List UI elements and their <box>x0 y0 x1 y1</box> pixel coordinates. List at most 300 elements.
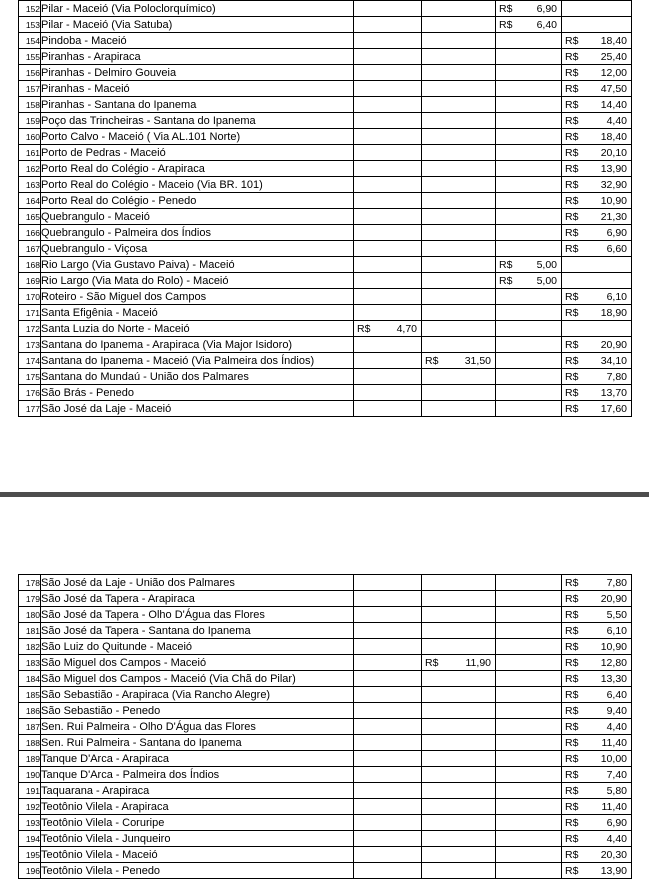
fare-value: 17,60 <box>600 402 627 415</box>
fare-cell-a <box>354 49 422 65</box>
route-description: São José da Tapera - Arapiraca <box>41 591 354 607</box>
route-description: Piranhas - Delmiro Gouveia <box>41 65 354 81</box>
fare-cell-c <box>496 273 562 289</box>
table-row <box>19 209 632 225</box>
fare-cell-c <box>496 49 562 65</box>
fare-value: 13,90 <box>600 864 627 877</box>
route-description: Porto Real do Colégio - Penedo <box>41 193 354 209</box>
fare-value: 11,40 <box>601 800 627 813</box>
fare-cell-d <box>562 751 632 767</box>
currency-symbol: R$ <box>565 242 579 255</box>
fare-value: 10,90 <box>600 640 627 653</box>
route-description: São Miguel dos Campos - Maceió (Via Chã do Pilar) <box>41 671 354 687</box>
fare-cell-a <box>354 831 422 847</box>
currency-symbol: R$ <box>357 322 371 335</box>
fare-cell-a <box>354 607 422 623</box>
table-row <box>19 129 632 145</box>
fare-cell-b <box>422 33 496 49</box>
fare-cell-c <box>496 225 562 241</box>
route-description: Teotônio Vilela - Junqueiro <box>41 831 354 847</box>
route-description: São José da Tapera - Olho D'Água das Flores <box>41 607 354 623</box>
fare-value: 20,10 <box>600 146 627 159</box>
fare-cell-d <box>562 321 632 337</box>
fare-cell-d <box>562 1 632 17</box>
table-row <box>19 81 632 97</box>
fare-cell-d <box>562 687 632 703</box>
row-number: 173 <box>19 337 41 353</box>
fare-cell-d <box>562 65 632 81</box>
fare-cell-c <box>496 257 562 273</box>
fare-value: 12,00 <box>600 66 627 79</box>
currency-symbol: R$ <box>565 576 579 589</box>
fare-cell-a <box>354 33 422 49</box>
fare-cell-b <box>422 847 496 863</box>
fare-cell-a <box>354 703 422 719</box>
table-row <box>19 289 632 305</box>
fare-cell-a <box>354 815 422 831</box>
fare-cell-d <box>562 671 632 687</box>
route-description: Santana do Ipanema - Maceió (Via Palmeira dos Índios) <box>41 353 354 369</box>
fare-cell-d <box>562 719 632 735</box>
fare-cell-c <box>496 1 562 17</box>
currency-symbol: R$ <box>565 704 579 717</box>
fare-cell-a <box>354 353 422 369</box>
route-description: Quebrangulo - Viçosa <box>41 241 354 257</box>
fare-cell-a <box>354 719 422 735</box>
fare-value: 6,90 <box>606 226 627 239</box>
table-row <box>19 65 632 81</box>
fare-cell-d <box>562 863 632 879</box>
fare-cell-a <box>354 321 422 337</box>
table-row <box>19 799 632 815</box>
fare-cell-d <box>562 639 632 655</box>
route-description: Tanque D'Arca - Arapiraca <box>41 751 354 767</box>
fare-cell-c <box>496 129 562 145</box>
fare-cell-d <box>562 703 632 719</box>
table-row <box>19 815 632 831</box>
row-number: 162 <box>19 161 41 177</box>
fare-cell-d <box>562 193 632 209</box>
fare-value: 6,60 <box>606 242 627 255</box>
fare-value: 47,50 <box>600 82 627 95</box>
fare-value: 5,80 <box>606 784 627 797</box>
fare-cell-b <box>422 209 496 225</box>
table-row <box>19 337 632 353</box>
row-number: 160 <box>19 129 41 145</box>
currency-symbol: R$ <box>565 114 579 127</box>
fare-cell-d <box>562 209 632 225</box>
fare-cell-a <box>354 225 422 241</box>
fare-cell-c <box>496 401 562 417</box>
table-row <box>19 671 632 687</box>
row-number: 165 <box>19 209 41 225</box>
row-number: 171 <box>19 305 41 321</box>
fare-cell-c <box>496 305 562 321</box>
currency-symbol: R$ <box>565 688 579 701</box>
fare-cell-c <box>496 863 562 879</box>
fare-cell-c <box>496 687 562 703</box>
route-description: Sen. Rui Palmeira - Santana do Ipanema <box>41 735 354 751</box>
table-row <box>19 49 632 65</box>
fare-cell-d <box>562 289 632 305</box>
row-number: 182 <box>19 639 41 655</box>
currency-symbol: R$ <box>499 2 513 15</box>
route-description: Porto de Pedras - Maceió <box>41 145 354 161</box>
row-number: 181 <box>19 623 41 639</box>
fare-value: 4,40 <box>606 832 627 845</box>
fare-cell-b <box>422 49 496 65</box>
table-row <box>19 305 632 321</box>
fare-value: 6,10 <box>606 624 627 637</box>
tariff-table-bottom-block <box>0 574 632 879</box>
row-number: 189 <box>19 751 41 767</box>
fare-cell-d <box>562 353 632 369</box>
currency-symbol: R$ <box>565 402 579 415</box>
fare-cell-b <box>422 65 496 81</box>
route-description: Tanque D'Arca - Palmeira dos Índios <box>41 767 354 783</box>
fare-cell-a <box>354 639 422 655</box>
fare-cell-b <box>422 321 496 337</box>
currency-symbol: R$ <box>499 258 513 271</box>
fare-cell-d <box>562 305 632 321</box>
fare-cell-c <box>496 799 562 815</box>
fare-cell-a <box>354 337 422 353</box>
currency-symbol: R$ <box>565 194 579 207</box>
tariff-table-top-block <box>0 0 632 417</box>
fare-cell-a <box>354 847 422 863</box>
fare-cell-c <box>496 623 562 639</box>
fare-cell-b <box>422 177 496 193</box>
row-number: 177 <box>19 401 41 417</box>
fare-cell-a <box>354 767 422 783</box>
table-row <box>19 257 632 273</box>
fare-cell-b <box>422 623 496 639</box>
row-number: 186 <box>19 703 41 719</box>
currency-symbol: R$ <box>565 370 579 383</box>
fare-cell-a <box>354 783 422 799</box>
fare-cell-d <box>562 607 632 623</box>
route-description: Santana do Mundaú - União dos Palmares <box>41 369 354 385</box>
table-row <box>19 193 632 209</box>
currency-symbol: R$ <box>565 210 579 223</box>
row-number: 163 <box>19 177 41 193</box>
row-number: 152 <box>19 1 41 17</box>
fare-cell-a <box>354 401 422 417</box>
fare-value: 12,80 <box>600 656 627 669</box>
fare-value: 10,90 <box>600 194 627 207</box>
fare-cell-d <box>562 225 632 241</box>
fare-cell-a <box>354 671 422 687</box>
fare-cell-b <box>422 783 496 799</box>
fare-cell-c <box>496 321 562 337</box>
route-description: Piranhas - Maceió <box>41 81 354 97</box>
fare-cell-b <box>422 353 496 369</box>
fare-cell-c <box>496 353 562 369</box>
fare-cell-b <box>422 369 496 385</box>
currency-symbol: R$ <box>565 768 579 781</box>
table-row <box>19 369 632 385</box>
fare-cell-c <box>496 113 562 129</box>
route-description: São Brás - Penedo <box>41 385 354 401</box>
fare-cell-c <box>496 783 562 799</box>
fare-value: 5,00 <box>536 258 557 271</box>
fare-cell-a <box>354 369 422 385</box>
fare-cell-a <box>354 177 422 193</box>
route-description: Santa Luzia do Norte - Maceió <box>41 321 354 337</box>
fare-cell-d <box>562 241 632 257</box>
currency-symbol: R$ <box>565 66 579 79</box>
fare-cell-a <box>354 305 422 321</box>
fare-cell-c <box>496 161 562 177</box>
fare-cell-a <box>354 687 422 703</box>
fare-cell-a <box>354 655 422 671</box>
table-row <box>19 607 632 623</box>
currency-symbol: R$ <box>499 18 513 31</box>
fare-cell-b <box>422 305 496 321</box>
row-number: 193 <box>19 815 41 831</box>
fare-cell-d <box>562 97 632 113</box>
fare-cell-b <box>422 799 496 815</box>
table-row <box>19 783 632 799</box>
fare-cell-a <box>354 863 422 879</box>
fare-cell-d <box>562 369 632 385</box>
row-number: 196 <box>19 863 41 879</box>
fare-cell-c <box>496 815 562 831</box>
currency-symbol: R$ <box>499 274 513 287</box>
fare-cell-d <box>562 337 632 353</box>
fare-cell-d <box>562 113 632 129</box>
fare-cell-b <box>422 129 496 145</box>
fare-cell-b <box>422 639 496 655</box>
row-number: 158 <box>19 97 41 113</box>
currency-symbol: R$ <box>565 306 579 319</box>
fare-cell-c <box>496 65 562 81</box>
currency-symbol: R$ <box>565 832 579 845</box>
fare-cell-d <box>562 767 632 783</box>
route-description: Santana do Ipanema - Arapiraca (Via Major Isidoro) <box>41 337 354 353</box>
table-row <box>19 17 632 33</box>
fare-value: 13,70 <box>600 386 627 399</box>
table-row <box>19 225 632 241</box>
fare-cell-b <box>422 607 496 623</box>
currency-symbol: R$ <box>565 640 579 653</box>
fare-cell-b <box>422 687 496 703</box>
fare-cell-b <box>422 17 496 33</box>
fare-cell-d <box>562 33 632 49</box>
fare-value: 20,30 <box>600 848 627 861</box>
fare-cell-d <box>562 161 632 177</box>
route-description: Santa Efigênia - Maceió <box>41 305 354 321</box>
fare-cell-a <box>354 17 422 33</box>
currency-symbol: R$ <box>565 82 579 95</box>
fare-cell-d <box>562 129 632 145</box>
fare-cell-b <box>422 719 496 735</box>
route-description: São José da Tapera - Santana do Ipanema <box>41 623 354 639</box>
route-description: Teotônio Vilela - Penedo <box>41 863 354 879</box>
fare-cell-d <box>562 591 632 607</box>
fare-cell-c <box>496 831 562 847</box>
fare-cell-d <box>562 623 632 639</box>
fare-cell-d <box>562 177 632 193</box>
fare-value: 11,90 <box>465 656 491 669</box>
row-number: 195 <box>19 847 41 863</box>
row-number: 187 <box>19 719 41 735</box>
fare-cell-c <box>496 81 562 97</box>
route-description: Taquarana - Arapiraca <box>41 783 354 799</box>
fare-cell-c <box>496 337 562 353</box>
fare-value: 5,00 <box>536 274 557 287</box>
fare-cell-b <box>422 225 496 241</box>
fare-cell-b <box>422 193 496 209</box>
currency-symbol: R$ <box>565 226 579 239</box>
fare-cell-a <box>354 385 422 401</box>
currency-symbol: R$ <box>565 592 579 605</box>
fare-cell-c <box>496 209 562 225</box>
fare-value: 34,10 <box>600 354 627 367</box>
table-row <box>19 1 632 17</box>
fare-cell-c <box>496 703 562 719</box>
fare-cell-c <box>496 177 562 193</box>
fare-value: 6,10 <box>606 290 627 303</box>
table-row <box>19 591 632 607</box>
page-separator-bar <box>0 492 649 497</box>
fare-value: 9,40 <box>606 704 627 717</box>
fare-cell-d <box>562 49 632 65</box>
row-number: 184 <box>19 671 41 687</box>
fare-cell-c <box>496 385 562 401</box>
fare-value: 4,70 <box>396 322 417 335</box>
fare-cell-a <box>354 113 422 129</box>
currency-symbol: R$ <box>565 672 579 685</box>
fare-cell-a <box>354 799 422 815</box>
fare-value: 20,90 <box>600 338 627 351</box>
fare-cell-d <box>562 815 632 831</box>
table-row <box>19 767 632 783</box>
currency-symbol: R$ <box>565 146 579 159</box>
route-description: Poço das Trincheiras - Santana do Ipanema <box>41 113 354 129</box>
currency-symbol: R$ <box>565 816 579 829</box>
row-number: 172 <box>19 321 41 337</box>
fare-value: 25,40 <box>600 50 627 63</box>
table-row <box>19 735 632 751</box>
table-row <box>19 161 632 177</box>
fare-cell-b <box>422 1 496 17</box>
row-number: 164 <box>19 193 41 209</box>
route-description: Pindoba - Maceió <box>41 33 354 49</box>
table-row <box>19 575 632 591</box>
fare-value: 7,80 <box>606 370 627 383</box>
currency-symbol: R$ <box>565 386 579 399</box>
fare-cell-a <box>354 575 422 591</box>
row-number: 180 <box>19 607 41 623</box>
fare-value: 7,80 <box>606 576 627 589</box>
fare-cell-b <box>422 145 496 161</box>
route-description: Pilar - Maceió (Via Poloclorquímico) <box>41 1 354 17</box>
tariff-table-bottom <box>18 574 632 879</box>
route-description: Porto Real do Colégio - Maceio (Via BR. 101) <box>41 177 354 193</box>
fare-cell-c <box>496 193 562 209</box>
row-number: 183 <box>19 655 41 671</box>
fare-cell-a <box>354 273 422 289</box>
fare-cell-d <box>562 847 632 863</box>
fare-cell-c <box>496 847 562 863</box>
currency-symbol: R$ <box>565 656 579 669</box>
fare-cell-d <box>562 799 632 815</box>
row-number: 176 <box>19 385 41 401</box>
row-number: 153 <box>19 17 41 33</box>
table-row <box>19 687 632 703</box>
route-description: Pilar - Maceió (Via Satuba) <box>41 17 354 33</box>
fare-cell-b <box>422 241 496 257</box>
fare-cell-c <box>496 719 562 735</box>
table-row <box>19 113 632 129</box>
row-number: 179 <box>19 591 41 607</box>
currency-symbol: R$ <box>565 98 579 111</box>
fare-cell-b <box>422 751 496 767</box>
currency-symbol: R$ <box>565 720 579 733</box>
currency-symbol: R$ <box>425 656 439 669</box>
row-number: 194 <box>19 831 41 847</box>
table-row <box>19 321 632 337</box>
route-description: Quebrangulo - Palmeira dos Índios <box>41 225 354 241</box>
fare-value: 18,90 <box>600 306 627 319</box>
row-number: 161 <box>19 145 41 161</box>
row-number: 185 <box>19 687 41 703</box>
row-number: 159 <box>19 113 41 129</box>
table-row <box>19 97 632 113</box>
route-description: Teotônio Vilela - Maceió <box>41 847 354 863</box>
fare-cell-c <box>496 655 562 671</box>
route-description: São Sebastião - Arapiraca (Via Rancho Alegre) <box>41 687 354 703</box>
fare-value: 6,40 <box>536 18 557 31</box>
currency-symbol: R$ <box>565 50 579 63</box>
route-description: Rio Largo (Via Mata do Rolo) - Maceió <box>41 273 354 289</box>
fare-cell-c <box>496 369 562 385</box>
fare-value: 13,30 <box>600 672 627 685</box>
currency-symbol: R$ <box>565 800 579 813</box>
fare-cell-c <box>496 575 562 591</box>
currency-symbol: R$ <box>565 624 579 637</box>
fare-cell-b <box>422 289 496 305</box>
route-description: Teotônio Vilela - Coruripe <box>41 815 354 831</box>
route-description: São Luiz do Quitunde - Maceió <box>41 639 354 655</box>
fare-cell-d <box>562 575 632 591</box>
route-description: Roteiro - São Miguel dos Campos <box>41 289 354 305</box>
fare-cell-b <box>422 385 496 401</box>
route-description: Rio Largo (Via Gustavo Paiva) - Maceió <box>41 257 354 273</box>
fare-value: 7,40 <box>606 768 627 781</box>
fare-cell-d <box>562 273 632 289</box>
table-row <box>19 703 632 719</box>
fare-cell-c <box>496 751 562 767</box>
fare-cell-c <box>496 607 562 623</box>
fare-cell-c <box>496 145 562 161</box>
table-row <box>19 401 632 417</box>
table-row <box>19 655 632 671</box>
currency-symbol: R$ <box>565 736 579 749</box>
fare-value: 6,90 <box>536 2 557 15</box>
fare-cell-a <box>354 591 422 607</box>
fare-cell-c <box>496 241 562 257</box>
fare-value: 13,90 <box>600 162 627 175</box>
currency-symbol: R$ <box>565 752 579 765</box>
route-description: Porto Real do Colégio - Arapiraca <box>41 161 354 177</box>
fare-cell-b <box>422 655 496 671</box>
table-row <box>19 273 632 289</box>
table-row <box>19 177 632 193</box>
row-number: 188 <box>19 735 41 751</box>
fare-cell-b <box>422 863 496 879</box>
